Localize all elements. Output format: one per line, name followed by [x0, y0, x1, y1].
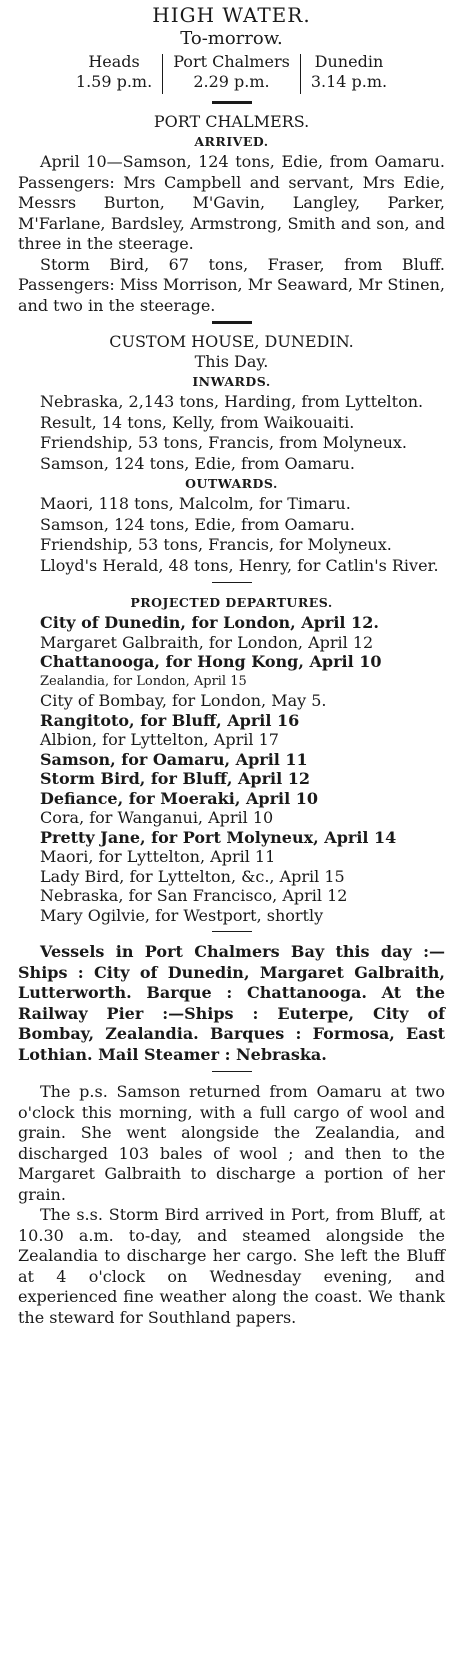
inwards-entry: Nebraska, 2,143 tons, Harding, from Lyttelton.: [40, 392, 424, 411]
outwards-entry: Maori, 118 tons, Malcolm, for Timaru.: [40, 494, 351, 513]
departure-entry: Defiance, for Moeraki, April 10: [40, 788, 318, 808]
tide-time: 2.29 p.m.: [193, 72, 270, 91]
tide-time: 1.59 p.m.: [75, 72, 153, 91]
custom-house-subtitle: This Day.: [194, 352, 269, 371]
inwards-entry: Friendship, 53 tons, Francis, from Molyneux.: [40, 433, 407, 452]
departure-entry: Lady Bird, for Lyttelton, &c., April 15: [40, 866, 345, 886]
section-divider: [212, 582, 252, 583]
tide-time: 3.14 p.m.: [310, 72, 388, 91]
section-divider: [212, 1071, 252, 1072]
section-divider: [212, 101, 252, 104]
news-paragraph: The s.s. Storm Bird arrived in Port, from Bluff, at 10.30 a.m. to-day, and steamed alongside the Zealandia to discharge her cargo. She left the Bluff at 4 o'clock on Wednesday evening, and experienced fine weather along the coast. We thank the steward for Southland papers.: [18, 1205, 445, 1327]
departure-entry: City of Dunedin, for London, April 12.: [40, 613, 379, 632]
departure-entry: Chattanooga, for Hong Kong, April 10: [40, 652, 382, 671]
news-paragraph: The p.s. Samson returned from Oamaru at two o'clock this morning, with a full cargo of wool and grain. She went alongside the Zealandia, and discharged 103 bales of wool ; and then to the Margaret Galbraith to discharge a portion of her grain.: [18, 1082, 445, 1204]
inwards-entry: Result, 14 tons, Kelly, from Waikouaiti.: [40, 412, 355, 432]
departure-entry: Zealandia, for London, April 15: [40, 673, 247, 689]
vessels-in-bay: Vessels in Port Chalmers Bay this day :—Ships : City of Dunedin, Margaret Galbraith, Lutterworth. Barque : Chattanooga. At the Railway Pier :—Ships : Euterpe, City of Bombay, Zealandia. Barques : Formosa, East Lothian. Mail Steamer : Nebraska.: [18, 942, 445, 1064]
departure-entry: Margaret Galbraith, for London, April 12: [40, 632, 374, 652]
departure-entry: Rangitoto, for Bluff, April 16: [40, 710, 300, 730]
arrival-entry: April 10—Samson, 124 tons, Edie, from Oamaru. Passengers: Mrs Campbell and servant, Mrs Edie, Messrs Burton, M'Gavin, Langley, Parker, M'Farlane, Bardsley, Armstrong, Smith and son, and three in the steerage.: [18, 152, 445, 253]
outwards-entry: Lloyd's Herald, 48 tons, Henry, for Catlin's River.: [40, 555, 439, 575]
high-water-subtitle: To-morrow.: [180, 28, 283, 49]
outwards-label: OUTWARDS.: [185, 476, 278, 491]
tide-port-chalmers: [163, 52, 300, 96]
outwards-entry: Samson, 124 tons, Edie, from Oamaru.: [40, 514, 355, 534]
tide-place: Port Chalmers: [173, 52, 290, 71]
section-divider: [212, 321, 252, 324]
section-divider: [212, 931, 252, 932]
tide-place: Heads: [88, 52, 140, 71]
departure-entry: Albion, for Lyttelton, April 17: [40, 730, 279, 749]
departure-entry: City of Bombay, for London, May 5.: [40, 691, 327, 710]
custom-house-title: CUSTOM HOUSE, DUNEDIN.: [109, 332, 354, 351]
departure-entry: Mary Ogilvie, for Westport, shortly: [40, 905, 324, 925]
arrived-label: ARRIVED.: [194, 134, 269, 149]
departure-entry: Nebraska, for San Francisco, April 12: [40, 886, 348, 905]
projected-departures-title: PROJECTED DEPARTURES.: [130, 595, 333, 610]
high-water-title: HIGH WATER.: [152, 3, 311, 27]
tide-heads: [66, 52, 162, 96]
outwards-entry: Friendship, 53 tons, Francis, for Molyneux.: [40, 535, 392, 554]
tide-table: [18, 52, 445, 96]
departure-entry: Pretty Jane, for Port Molyneux, April 14: [40, 827, 397, 847]
tide-dunedin: [301, 52, 397, 96]
departure-entry: Samson, for Oamaru, April 11: [40, 749, 308, 769]
departure-entry: Storm Bird, for Bluff, April 12: [40, 769, 310, 788]
port-chalmers-title: PORT CHALMERS.: [153, 112, 310, 131]
arrival-entry: Storm Bird, 67 tons, Fraser, from Bluff. Passengers: Miss Morrison, Mr Seaward, Mr Stinen, and two in the steerage.: [18, 254, 445, 315]
tide-place: Dunedin: [314, 52, 384, 71]
inwards-entry: Samson, 124 tons, Edie, from Oamaru.: [40, 453, 355, 473]
departure-entry: Cora, for Wanganui, April 10: [40, 808, 274, 827]
departure-entry: Maori, for Lyttelton, April 11: [40, 847, 276, 866]
inwards-label: INWARDS.: [192, 374, 271, 389]
